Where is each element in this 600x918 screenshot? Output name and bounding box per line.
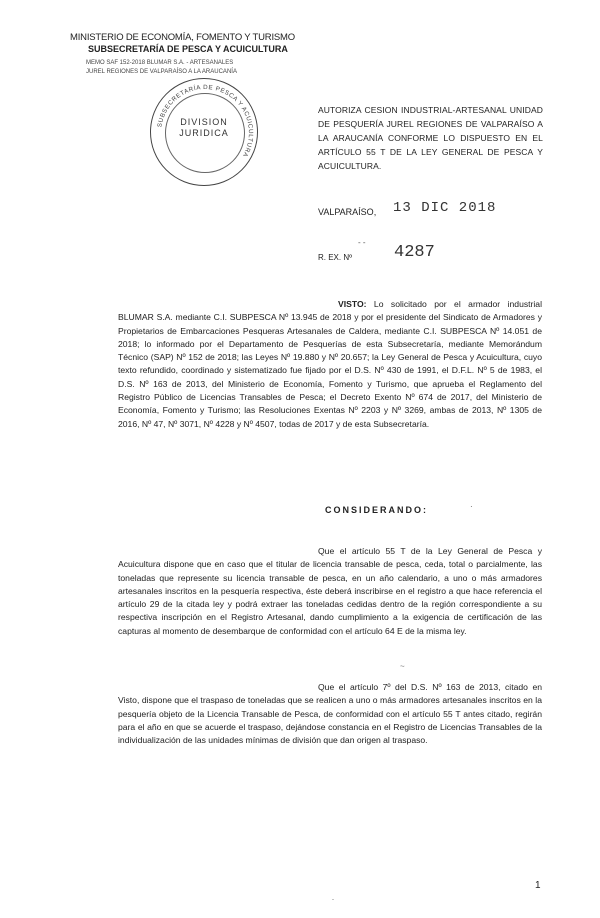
jurel-reference: JUREL REGIONES DE VALPARAÍSO A LA ARAUCANÍA	[86, 69, 237, 75]
considerando-paragraph-2	[118, 681, 542, 747]
visto-section	[118, 298, 542, 431]
stamp-center-text	[151, 117, 257, 139]
place-label: VALPARAÍSO,	[318, 207, 377, 217]
memo-reference: MEMO SAF 152-2018 BLUMAR S.A. - ARTESANALES	[86, 60, 234, 66]
handwritten-mark: ~	[400, 662, 405, 671]
resolution-title: AUTORIZA CESION INDUSTRIAL-ARTESANAL UNIDAD DE PESQUERÍA JUREL REGIONES DE VALPARAÍSO A LA ARAUCANÍA CONFORME LO DISPUESTO EN EL ARTÍCULO 55 T DE LA LEY GENERAL DE PESCA Y ACUICULTURA.	[318, 105, 543, 171]
paragraph-2-text: Que el artículo 7º del D.S. Nº 163 de 2013, citado en Visto, dispone que el traspaso de toneladas que se realicen a uno o más armadores artesanales inscritos en la pesquería objeto de la Licencia Transable de Pesca, de conformidad con el artículo 55 T antes citado, regirán para el año en que se acuerde el traspaso, dejándose constancia en el Registro de Licencias Transables de la individualización de las unidades mínimas de división que dan origen al traspaso.	[118, 682, 542, 746]
resolution-number: 4287	[394, 243, 435, 262]
stamp-line-1: DIVISION	[180, 117, 228, 127]
paragraph-1-text: Que el artículo 55 T de la Ley General de Pesca y Acuicultura dispone que en caso que el titular de licencia transable de pesca, ceda, total o parcialmente, las toneladas que represente su licencia transable de pesca, en un año calendario, a uno o más armadores artesanales inscritos en la pesquería respectiva, éste deberá inscribirse en el registro a que hace referencia el artículo 29 de la citada ley y podrá extraer las toneladas cedidas dentro de la región correspondiente a su respectiva inscripción en el Registro Artesanal, dando cumplimiento a la exigencia de certificación de las capturas al momento de desembarque de conformidad con el artículo 64 E de la misma ley.	[118, 546, 542, 636]
ministry-heading: MINISTERIO DE ECONOMÍA, FOMENTO Y TURISMO	[70, 32, 295, 43]
page-number: 1	[535, 880, 541, 891]
division-juridica-stamp	[150, 78, 258, 186]
visto-text-rest: BLUMAR S.A. mediante C.I. SUBPESCA Nº 13.945 de 2018 y por el presidente del Sindicato de Armadores y Propietarios de Embarcaciones Pesqueras Artesanales de Caldera, mediante C.I. SUBPESCA Nº 14.051 de 2018; lo informado por el Departamento de Pesquerías de esta Subsecretaría, mediante Memorándum Técnico (SAP) Nº 152 de 2018; las Leyes Nº 19.880 y Nº 20.657; la Ley General de Pesca y Acuicultura, cuyo texto refundido, coordinado y sistematizado fue fijado por el D.S. Nº 430 de 1991, el D.F.L. Nº 5 de 1983, el D.S. Nº 163 de 2013, del Ministerio de Economía, Fomento y Turismo, que aprueba el Reglamento del Registro Público de Licencias Transables de Pesca; el Decreto Exento Nº 674 de 2017, del Ministerio de Economía, Fomento y Turismo; las Resoluciones Exentas Nº 2203 y Nº 3269, ambas de 2013, Nº 1305 de 2016, Nº 47, Nº 3071, Nº 4228 y Nº 4507, todas de 2017 y de esta Subsecretaría.	[118, 312, 542, 429]
stamp-line-2: JURIDICA	[179, 128, 229, 138]
visto-heading: VISTO:	[338, 299, 367, 309]
considerando-dot: ·	[470, 502, 473, 511]
number-tick: - -	[358, 238, 366, 247]
bottom-mark: -	[332, 897, 334, 903]
date-stamp: 13 DIC 2018	[393, 200, 497, 216]
resolution-label: R. EX. Nº	[318, 253, 353, 262]
subsecretaria-heading: SUBSECRETARÍA DE PESCA Y ACUICULTURA	[88, 44, 288, 54]
considerando-heading: CONSIDERANDO:	[325, 505, 429, 515]
considerando-paragraph-1	[118, 545, 542, 638]
visto-text-first: Lo solicitado por el armador industrial	[366, 299, 542, 309]
stamp-ring-text: SUBSECRETARÍA DE PESCA Y ACUICULTURA	[156, 83, 255, 159]
